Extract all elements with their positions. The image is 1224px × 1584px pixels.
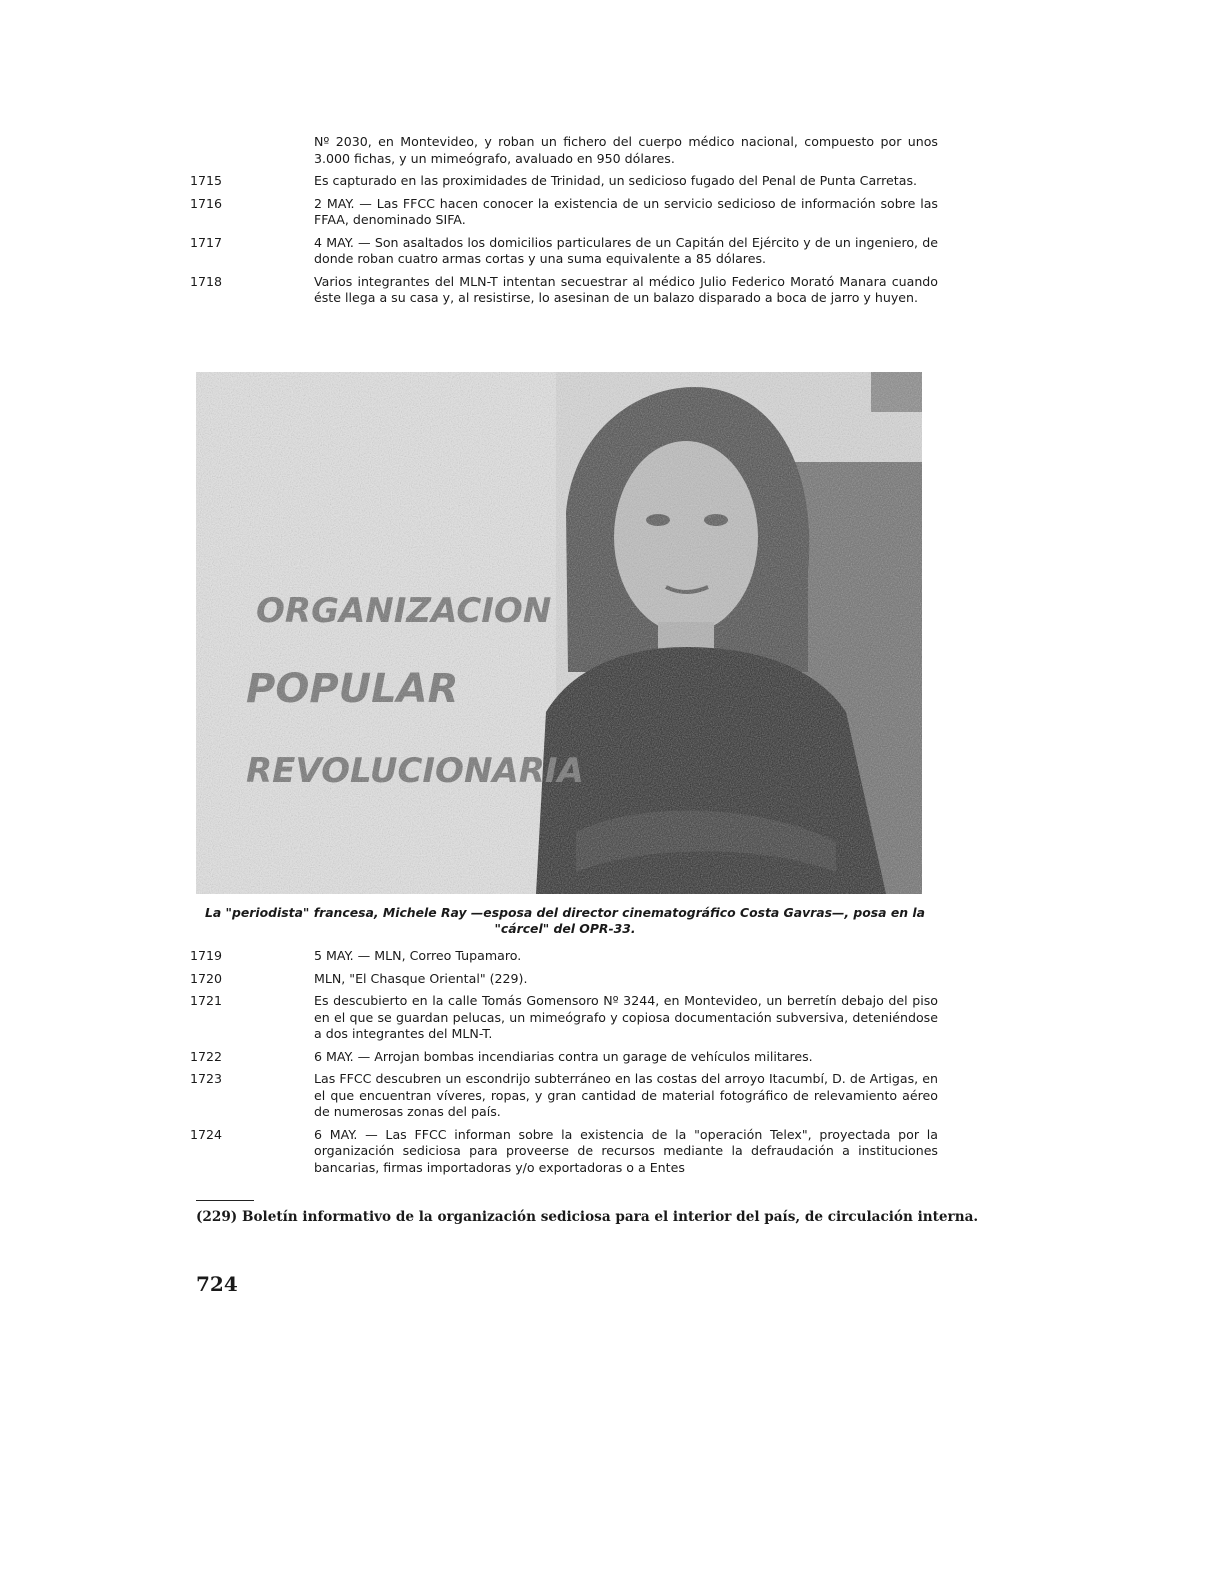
entry-text: MLN, "El Chasque Oriental" (229).	[314, 970, 528, 986]
photo-caption: La "periodista" francesa, Michele Ray —esposa del director cinematográfico Costa Gavras—, posa en la "cárcel" del OPR-33.	[204, 905, 925, 936]
entry-number: 1721	[190, 993, 223, 1008]
entry-text: Es capturado en las proximidades de Trinidad, un sedicioso fugado del Penal de Punta Carretas.	[314, 173, 918, 188]
entry	[190, 1071, 938, 1121]
entry-number: 1723	[190, 1071, 223, 1086]
entry	[190, 971, 938, 988]
entry-number	[190, 134, 314, 167]
entries-top	[190, 134, 938, 313]
entry-text: 4 MAY. — Son asaltados los domicilios particulares de un Capitán del Ejército y de un ingeniero, de donde roban cuatro armas cortas y una suma equivalente a 85 dólares.	[314, 234, 938, 266]
entry	[190, 1127, 938, 1177]
photo-svg	[196, 372, 922, 894]
entries-bottom	[190, 948, 938, 1182]
entry-text: Las FFCC descubren un escondrijo subterráneo en las costas del arroyo Itacumbí, D. de Artigas, en el que encuentran víveres, ropas, y gran cantidad de material fotográfico de relevamiento aéreo de numerosas zonas del país.	[314, 1071, 938, 1119]
entry-text: Varios integrantes del MLN-T intentan secuestrar al médico Julio Federico Morató Manara cuando éste llega a su casa y, al resistirse, lo asesinan de un balazo disparado a boca de jarro y huyen.	[314, 273, 938, 305]
entry	[190, 235, 938, 268]
entry	[190, 134, 938, 167]
entry	[190, 173, 938, 190]
entry	[190, 1049, 938, 1066]
entry-text: 5 MAY. — MLN, Correo Tupamaro.	[314, 948, 522, 963]
entry-number: 1718	[190, 273, 223, 289]
page-number: 724	[196, 1272, 238, 1296]
entry	[190, 948, 938, 965]
entry	[190, 274, 938, 307]
entry	[190, 993, 938, 1043]
entry-text: 6 MAY. — Las FFCC informan sobre la existencia de la "operación Telex", proyectada por la organización sediciosa para proveerse de recursos mediante la defraudación a instituciones bancarias, firmas importadoras y/o exportadoras o a Entes	[314, 1126, 938, 1175]
entry-number: 1715	[190, 173, 223, 188]
entry-text: 2 MAY. — Las FFCC hacen conocer la existencia de un servicio sedicioso de información sobre las FFAA, denominado SIFA.	[314, 195, 938, 227]
photo-grain	[196, 372, 922, 894]
entry-number: 1720	[190, 970, 223, 986]
entry-number: 1719	[190, 948, 223, 963]
entry-number: 1722	[190, 1048, 223, 1064]
photograph	[196, 372, 922, 894]
entry	[190, 196, 938, 229]
entry-text: Es descubierto en la calle Tomás Gomensoro Nº 3244, en Montevideo, un berretín debajo del piso en el que se guardan pelucas, un mimeógrafo y copiosa documentación subversiva, deteniéndose a dos integrantes del MLN-T.	[314, 993, 938, 1041]
footnote-divider	[196, 1200, 254, 1201]
entry-number: 1716	[190, 195, 223, 211]
footnote: (229) Boletín informativo de la organización sediciosa para el interior del país, de circulación interna.	[196, 1209, 979, 1225]
entry-number: 1717	[190, 234, 223, 250]
entry-text: 6 MAY. — Arrojan bombas incendiarias contra un garage de vehículos militares.	[314, 1048, 813, 1064]
entry-text: Nº 2030, en Montevideo, y roban un fichero del cuerpo médico nacional, compuesto por unos 3.000 fichas, y un mimeógrafo, avaluado en 950 dólares.	[314, 134, 938, 166]
entry-number: 1724	[190, 1126, 223, 1142]
